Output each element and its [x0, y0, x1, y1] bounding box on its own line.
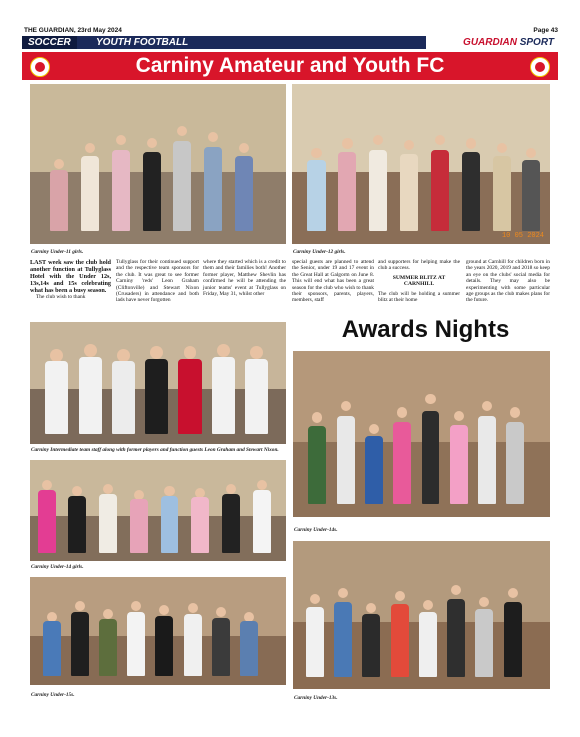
- article-col-4: special guests are planned to attend the Senior, under 19 and 17 event in the Great Hall at Galgorm on June 8. This will end what has been a great season for the club who wish to thank their sponsors, parents, players, members, staff: [292, 259, 374, 304]
- brand-sport: SPORT: [519, 37, 554, 48]
- caption-under-11-girls: Carniny Under-11 girls.: [31, 249, 84, 255]
- article-col-3: where they started which is a credit to them and their families both! Another former player, Matthew Shevlin has confirmed he will be attending the junior teams' event at Tullyglass on Friday, May 31, whilst other: [203, 259, 286, 298]
- photo-under-11-girls: [30, 84, 286, 244]
- caption-under-12-girls: Carniny Under-12 girls.: [293, 249, 346, 255]
- article-lead: LAST week saw the club hold another function at Tullyglass Hotel with the Under 12s, 13s,14s and 15s celebrating what has been a busy season.: [30, 259, 111, 294]
- caption-under-15s: Carniny Under-15s.: [31, 692, 75, 698]
- brand-box: [426, 36, 558, 49]
- article-col-2: Tullyglass for their continued support and the respective team sponsors for the club. It was great to see former Carniny 'reds' Leon Graham (Cliftonville) and Stewart Nixon (Crusaders) in attendance and both lads have never forgotten: [116, 259, 199, 304]
- photo-under-14s: [293, 351, 550, 517]
- photo-under-13s: [293, 541, 550, 689]
- article-subhead: SUMMER BLITZ AT CARNHILL: [392, 274, 446, 288]
- caption-under-13s: Carniny Under-13s.: [294, 695, 338, 701]
- page-title: Carniny Amateur and Youth FC: [135, 54, 445, 77]
- article-col-5b: The club will be holding a summer blitz at their home: [378, 290, 460, 304]
- guardian-sport-logo: [463, 36, 554, 49]
- title-bar: [22, 52, 558, 80]
- section-soccer: SOCCER: [22, 36, 77, 49]
- brand-guardian: GUARDIAN: [463, 37, 517, 48]
- photo-intermediate-staff: [30, 322, 286, 444]
- club-crest-icon: [530, 57, 550, 77]
- photo-under-12-girls: [292, 84, 550, 244]
- publication-date: THE GUARDIAN, 23rd May 2024: [24, 27, 122, 34]
- article-col-6: ground at Carnhill for children born in the years 2020, 2019 and 2018 so keep an eye on the clubs' social media for details. They may also be experimenting with some particular age groups as the club makes plans for the future.: [466, 259, 550, 304]
- awards-nights-heading: Awards Nights: [341, 316, 510, 343]
- page-number: Page 43: [533, 27, 558, 34]
- caption-under-14-girls: Carniny Under-14 girls.: [31, 564, 84, 570]
- caption-intermediate-staff: Carniny Intermediate team staff along with former players and function guests Leon Graham and Stewart Nixon.: [31, 447, 279, 453]
- photo-under-15s: [30, 577, 286, 685]
- article-col-1-body: The club wish to thank: [36, 294, 86, 300]
- section-youth-football: YOUTH FOOTBALL: [96, 37, 189, 48]
- article-col-5a: and supporters for helping make the club a success.: [378, 259, 460, 272]
- caption-under-14s: Carniny Under-14s.: [294, 527, 338, 533]
- photo-date-stamp: 10 05 2024: [501, 232, 544, 240]
- article-col-5: [378, 259, 460, 303]
- article-col-1: [30, 259, 111, 300]
- section-band: [22, 36, 558, 49]
- photo-under-14-girls: [30, 460, 286, 561]
